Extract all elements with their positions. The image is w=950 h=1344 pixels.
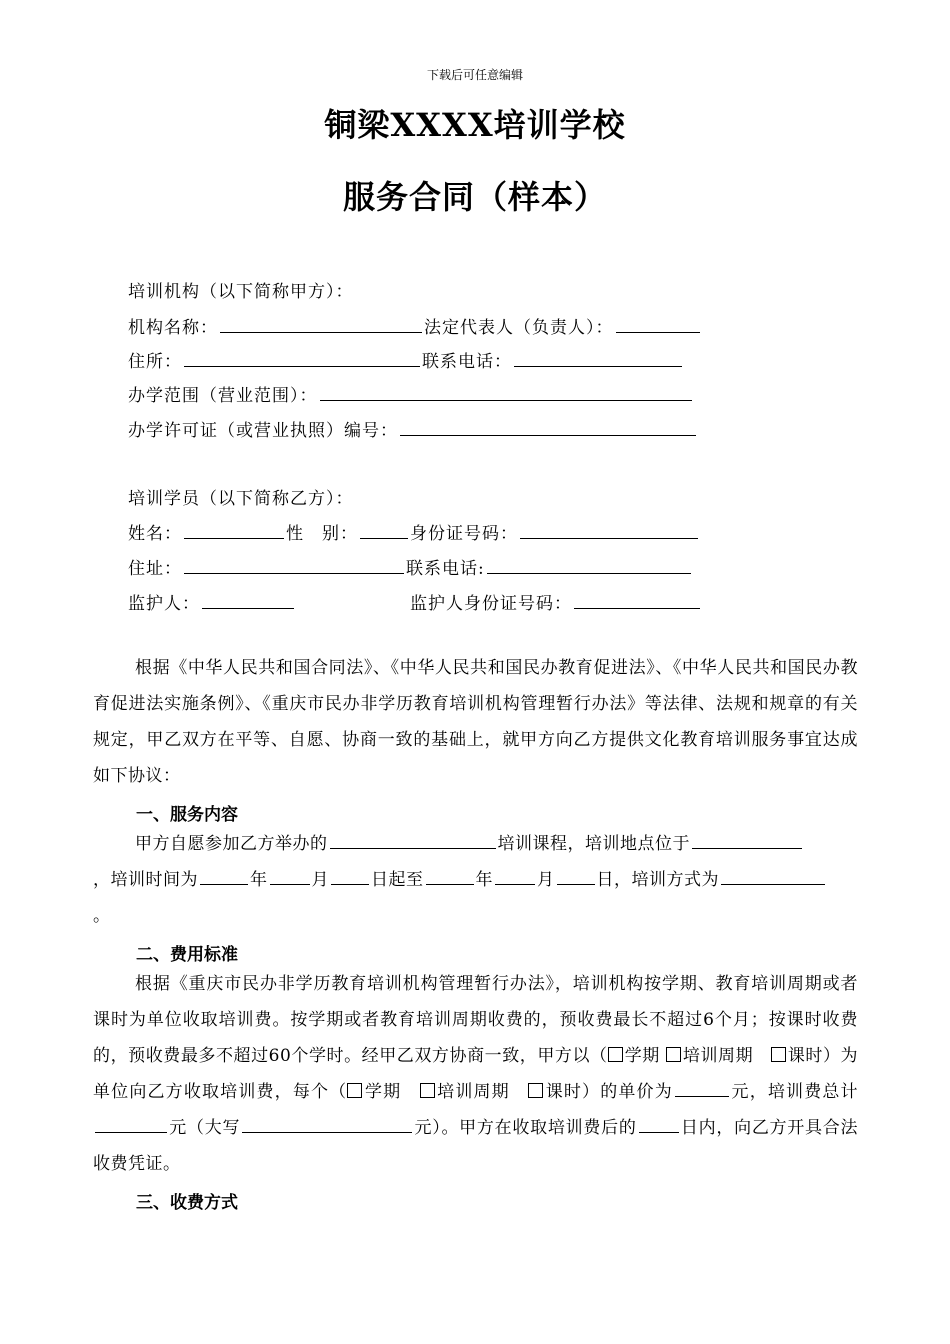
s1-text: 月 (537, 870, 555, 890)
party-b-heading: 培训学员（以下简称乙方）： (128, 489, 354, 509)
party-a-address-row (128, 347, 684, 372)
header-note: 下载后可任意编辑 (426, 68, 523, 82)
checkbox-cycle-2[interactable] (420, 1083, 435, 1098)
name-blank[interactable] (184, 537, 284, 539)
receipt-days-blank[interactable] (639, 1131, 679, 1133)
s1-text: 培训课程，培训地点位于 (497, 834, 690, 854)
end-year-blank[interactable] (426, 883, 474, 885)
s2-text: 课时 (545, 1082, 583, 1102)
checkbox-term-1[interactable] (608, 1047, 623, 1062)
s2-text: 培训周期 (682, 1046, 754, 1066)
location-blank[interactable] (692, 847, 802, 849)
party-b-address-row (128, 554, 693, 579)
b-address-label: 住址： (128, 559, 182, 579)
license-label: 办学许可证（或营业执照）编号： (128, 421, 398, 441)
party-b-name-row (128, 519, 700, 544)
unit-price-blank[interactable] (675, 1095, 729, 1097)
gender-blank[interactable] (360, 537, 408, 539)
guardian-label: 监护人： (128, 594, 200, 614)
name-label: 姓名： (128, 524, 182, 544)
section3-heading: 三、收费方式 (136, 1193, 238, 1213)
method-blank[interactable] (721, 883, 825, 885)
checkbox-hour-1[interactable] (771, 1047, 786, 1062)
start-year-blank[interactable] (200, 883, 248, 885)
party-a-scope-row (128, 381, 694, 406)
s1-text: 日起至 (371, 870, 424, 890)
id-label: 身份证号码： (410, 524, 518, 544)
s2-text: 元，培训费总计 (730, 1082, 859, 1102)
s2-text: 元）。甲方在收取培训费后的 (414, 1118, 637, 1138)
b-phone-blank[interactable] (487, 572, 691, 574)
org-name-label: 机构名称： (128, 318, 218, 338)
s1-text: 年 (475, 870, 493, 890)
checkbox-hour-2[interactable] (528, 1083, 543, 1098)
scope-blank[interactable] (320, 399, 692, 401)
legal-rep-blank[interactable] (616, 331, 700, 333)
checkbox-cycle-1[interactable] (666, 1047, 681, 1062)
b-phone-label: 联系电话: (406, 559, 485, 579)
s1-text: 。 (93, 906, 111, 926)
s1-text: 年 (250, 870, 268, 890)
section1-paragraph (93, 826, 858, 934)
phone-label: 联系电话： (422, 352, 512, 372)
party-a-org-row (128, 313, 702, 338)
start-day-blank[interactable] (331, 883, 369, 885)
guardian-id-label: 监护人身份证号码： (410, 594, 572, 614)
s2-text: 学期 (624, 1046, 660, 1066)
s2-text: 元（大写 (169, 1118, 241, 1138)
section2-paragraph (93, 966, 858, 1182)
address-blank[interactable] (184, 365, 420, 367)
s1-text: 月 (311, 870, 329, 890)
section1-heading: 一、服务内容 (136, 805, 238, 825)
org-name-blank[interactable] (220, 331, 422, 333)
s2-text: ）的单价为 (582, 1082, 673, 1102)
s2-text: 学期 (364, 1082, 402, 1102)
s2-text: 培训周期 (436, 1082, 510, 1102)
s2-text: 日内，向乙方开具合法收费凭证。 (93, 1118, 859, 1174)
checkbox-term-2[interactable] (347, 1083, 362, 1098)
total-words-blank[interactable] (242, 1131, 412, 1133)
legal-rep-label: 法定代表人（负责人）： (424, 318, 614, 338)
phone-blank[interactable] (514, 365, 682, 367)
license-blank[interactable] (400, 434, 696, 436)
document-subtitle: 服务合同（样本） (342, 178, 607, 216)
party-a-license-row (128, 416, 698, 441)
party-a-heading: 培训机构（以下简称甲方）： (128, 282, 354, 302)
guardian-id-row (410, 589, 702, 614)
b-address-blank[interactable] (184, 572, 404, 574)
s1-text: 日，培训方式为 (596, 870, 719, 890)
intro-paragraph: 根据《中华人民共和国合同法》、《中华人民共和国民办教育促进法》、《中华人民共和国民办教育促进法实施条例》、《重庆市民办非学历教育培训机构管理暂行办法》等法律、法规和规章的有关规定，甲乙双方在平等、自愿、协商一致的基础上，就甲方向乙方提供文化教育培训服务事宜达成如下协议： (93, 658, 858, 786)
scope-label: 办学范围（营业范围）： (128, 386, 318, 406)
s1-text: ，培训时间为 (93, 870, 198, 890)
address-label: 住所： (128, 352, 182, 372)
guardian-id-blank[interactable] (574, 607, 700, 609)
course-blank[interactable] (330, 847, 496, 849)
gender-label: 性 别： (286, 524, 358, 544)
start-month-blank[interactable] (270, 883, 310, 885)
id-blank[interactable] (520, 537, 698, 539)
s2-text: ）为单位向乙方收取培训费，每个（ (93, 1046, 859, 1102)
s1-text: 甲方自愿参加乙方举办的 (135, 834, 328, 854)
s2-text: 根据《重庆市民办非学历教育培训机构管理暂行办法》，培训机构按学期、教育培训周期或者课时为单位收取培训费。按学期或者教育培训周期收费的，预收费最长不超过6个月；按课时收费的，预收费最多不超过60个学时。经甲乙双方协商一致，甲方以（ (93, 974, 858, 1066)
s2-text: 课时 (787, 1046, 823, 1066)
end-month-blank[interactable] (495, 883, 535, 885)
document-title: 铜梁XXXX培训学校 (324, 106, 626, 144)
section2-heading: 二、费用标准 (136, 945, 238, 965)
end-day-blank[interactable] (557, 883, 595, 885)
guardian-row (128, 589, 296, 614)
guardian-blank[interactable] (202, 607, 294, 609)
total-blank[interactable] (95, 1131, 167, 1133)
